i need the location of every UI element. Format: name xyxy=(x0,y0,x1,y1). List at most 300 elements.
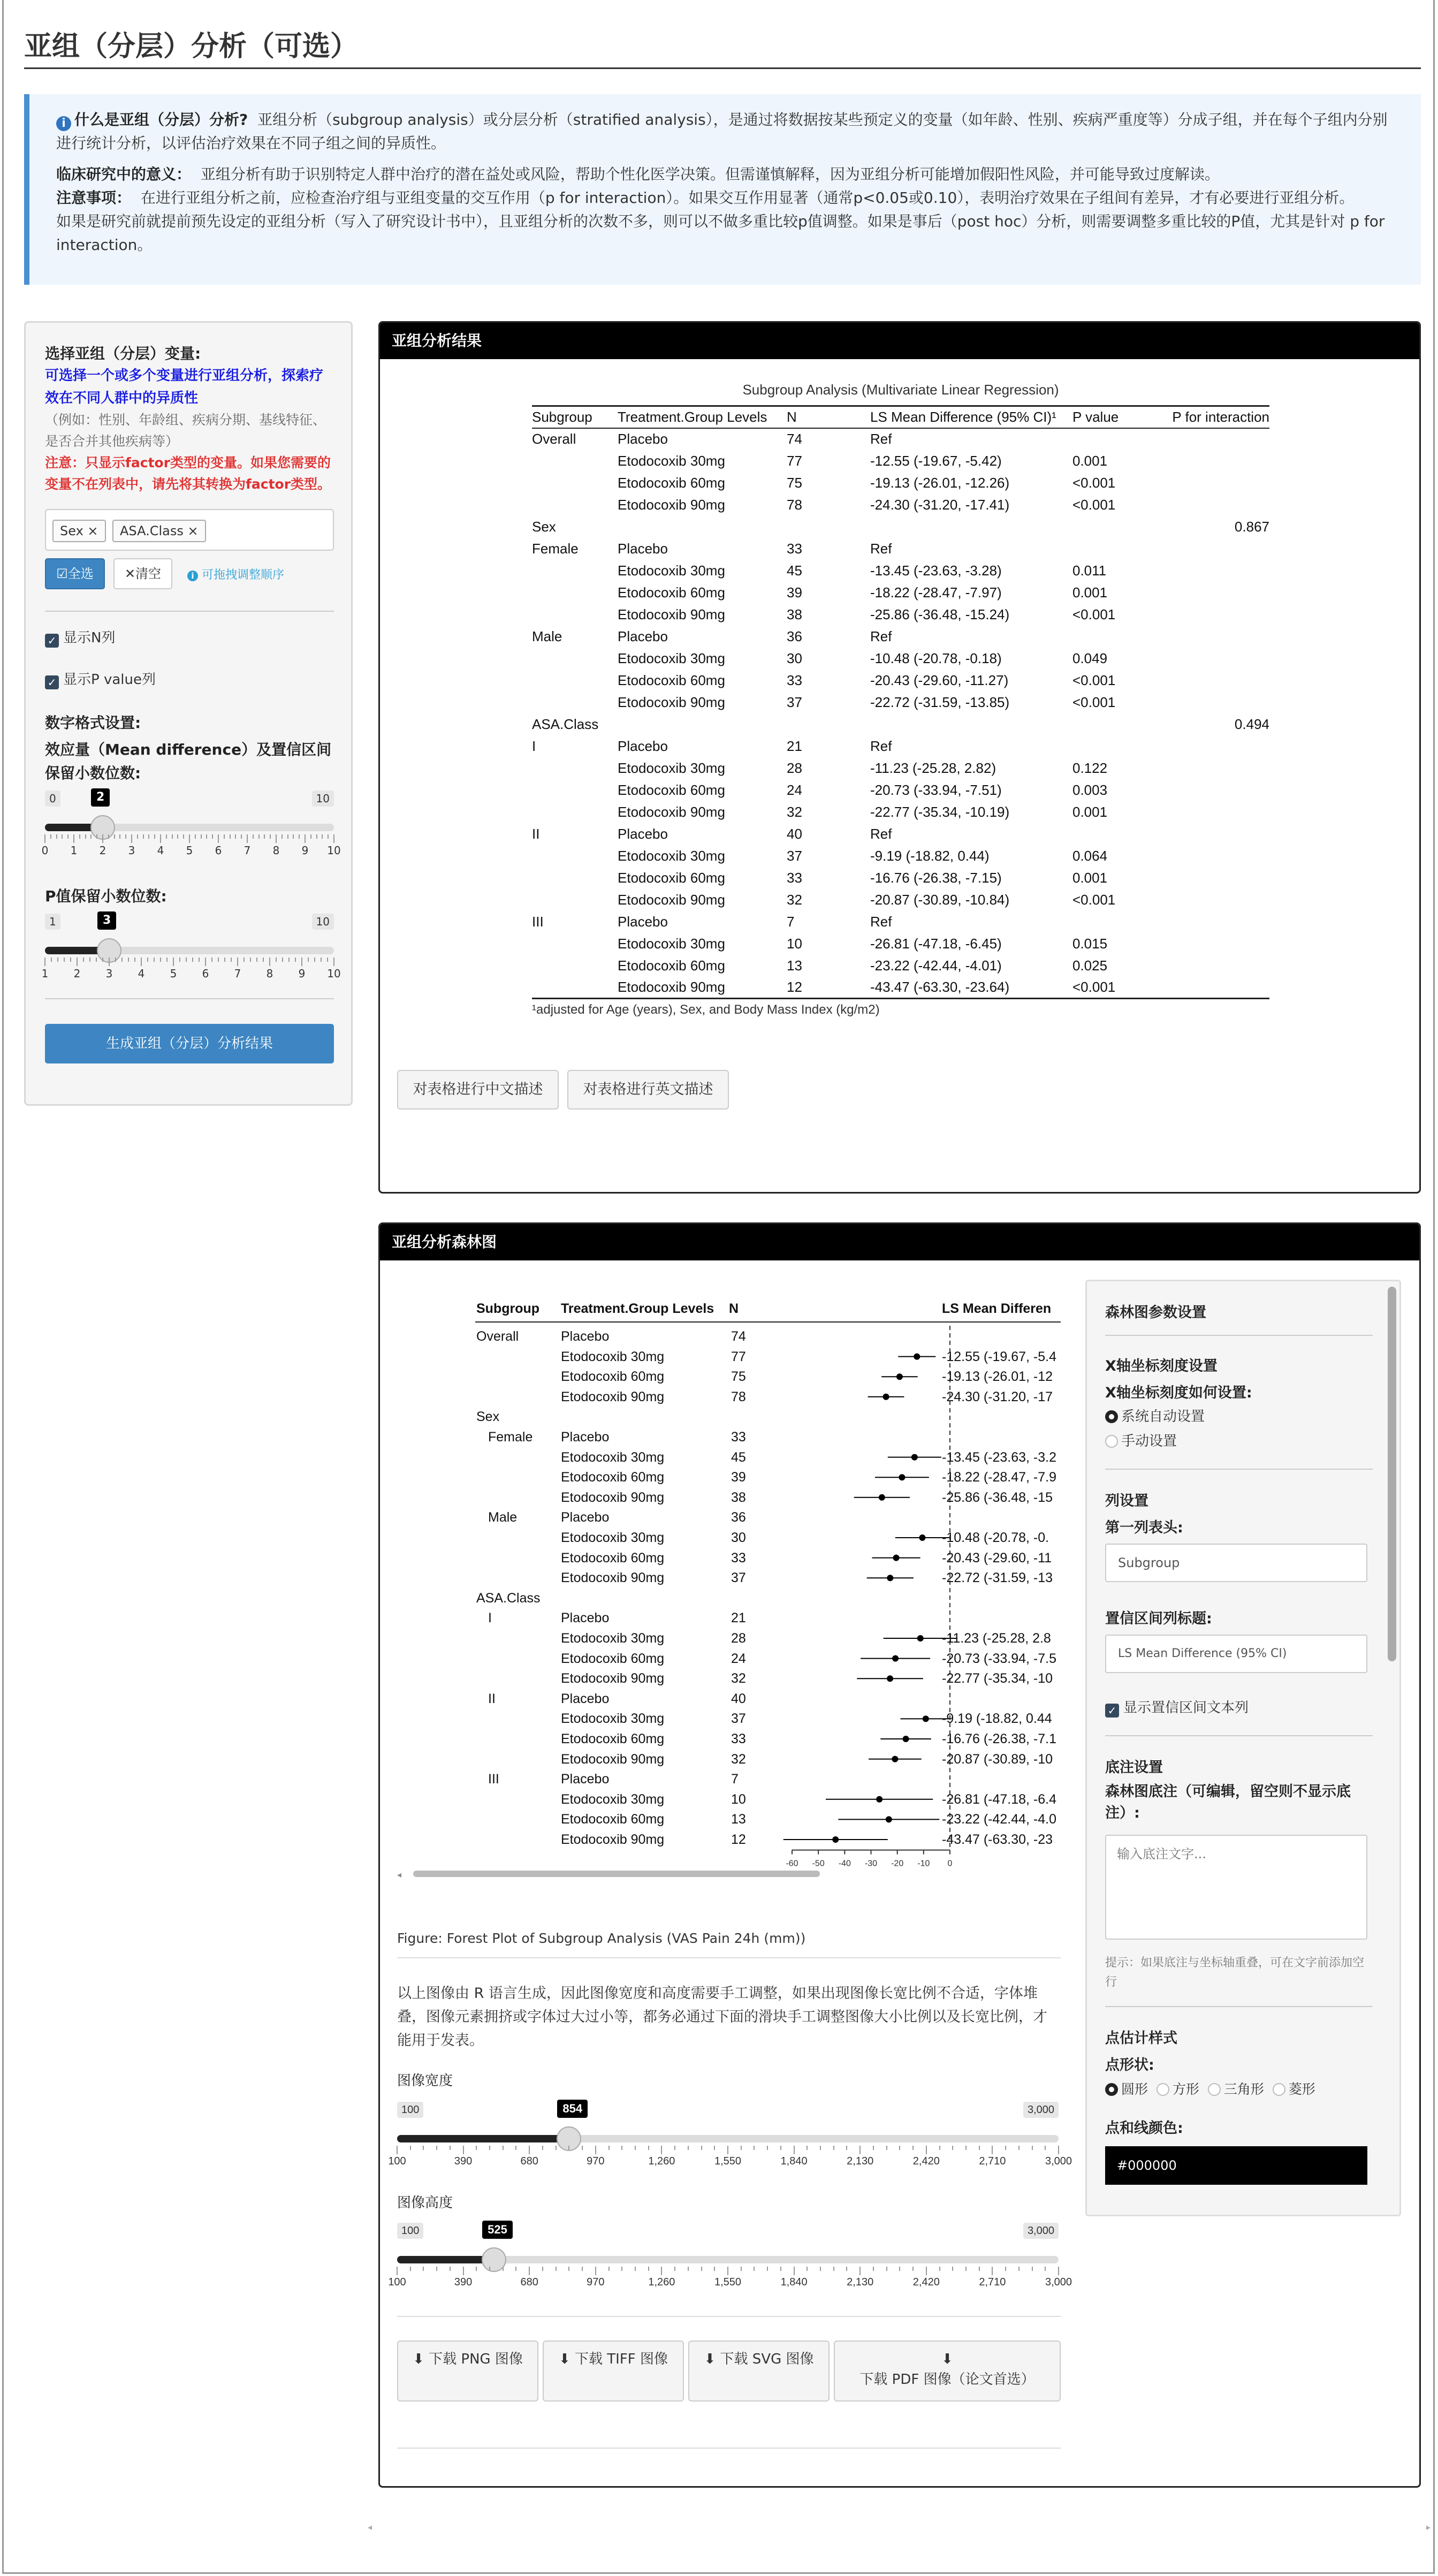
slider-ticks xyxy=(45,958,334,968)
fp-x-tick-label: -40 xyxy=(838,1859,851,1868)
tick-mark xyxy=(85,834,86,839)
tick-label: 0 xyxy=(41,844,49,857)
tick-mark xyxy=(83,958,84,962)
tick-mark xyxy=(269,958,270,966)
fp-n-label: 45 xyxy=(731,1449,746,1465)
tick-mark xyxy=(899,2267,900,2271)
table-cell: 0.494 xyxy=(1234,716,1269,732)
tick-mark xyxy=(77,958,78,966)
table-cell: 0.003 xyxy=(1072,781,1108,798)
fp-treatment-label: Etodocoxib 60mg xyxy=(561,1812,665,1827)
fp-point-estimate xyxy=(892,1756,898,1762)
table-cell xyxy=(532,670,618,692)
tick-label: 1,550 xyxy=(714,2155,742,2167)
radio-manual-label: 手动设置 xyxy=(1121,1433,1177,1449)
slider-fill xyxy=(397,2256,494,2263)
divider xyxy=(1105,1335,1373,1336)
point-style-section-title: 点估计样式 xyxy=(1105,2030,1177,2047)
table-cell: <0.001 xyxy=(1072,891,1116,908)
tick-label: 1,840 xyxy=(780,2155,808,2167)
table-cell: Etodocoxib 90mg xyxy=(618,496,725,513)
tick-mark xyxy=(873,2267,874,2271)
table-cell: 10 xyxy=(787,935,802,952)
fp-ci-label: -11.23 (-25.28, 2.8 xyxy=(942,1631,1051,1646)
fp-point-estimate xyxy=(832,1836,839,1843)
table-cell: 40 xyxy=(787,825,802,842)
generate-button[interactable]: 生成亚组（分层）分析结果 xyxy=(45,1024,334,1063)
tick-mark xyxy=(952,2267,953,2271)
table-cell: -22.77 (-35.34, -10.19) xyxy=(870,803,1010,820)
table-cell xyxy=(1072,735,1169,757)
tick-mark xyxy=(582,2267,583,2271)
tick-mark xyxy=(926,2267,927,2275)
fp-n-label: 39 xyxy=(731,1470,746,1485)
info-question-text: 亚组分析（subgroup analysis）或分层分析（stratified analysis），是通过将数据按某些预定义的变量（如年龄、性别、疾病严重度等）分成子组，并在每个子组内分别进行统计分析，以评估治疗效果在不同子组之间的异质性。 xyxy=(56,111,1388,152)
tick-mark xyxy=(201,834,202,839)
table-row xyxy=(532,933,1269,955)
tick-label: 970 xyxy=(587,2155,605,2167)
tick-mark xyxy=(899,2146,900,2150)
fp-n-label: 24 xyxy=(731,1651,746,1666)
slider-min: 100 xyxy=(397,2102,423,2118)
fp-n-label: 7 xyxy=(731,1772,739,1787)
table-cell: 0.001 xyxy=(1072,452,1108,469)
fp-ci-label: -24.30 (-31.20, -17 xyxy=(942,1389,1053,1404)
header-cell: Treatment.Group Levels xyxy=(618,406,787,428)
tick-mark xyxy=(256,958,257,962)
radio-unchecked-icon xyxy=(1273,2083,1285,2096)
tick-mark xyxy=(1032,2146,1033,2150)
tick-mark xyxy=(410,2146,411,2150)
tick-mark xyxy=(314,958,315,962)
select-all-button[interactable] xyxy=(45,558,105,589)
radio-triangle[interactable] xyxy=(1208,2081,1264,2097)
tick-mark xyxy=(287,834,288,839)
radio-square[interactable] xyxy=(1157,2081,1199,2097)
table-cell: 0.122 xyxy=(1072,759,1108,776)
tick-label: 970 xyxy=(587,2276,605,2288)
fp-x-tick-label: -10 xyxy=(917,1859,930,1868)
download-icon: ⬇ xyxy=(558,2351,570,2367)
table-cell xyxy=(532,494,618,516)
radio-circle[interactable] xyxy=(1105,2081,1148,2097)
slider-ticks xyxy=(397,2267,1059,2277)
tick-label: 7 xyxy=(244,844,251,857)
describe-chinese-button[interactable]: 对表格进行中文描述 xyxy=(397,1070,559,1110)
radio-auto[interactable] xyxy=(1105,1405,1205,1425)
table-cell: I xyxy=(532,738,536,754)
tick-label: 1,260 xyxy=(648,2276,675,2288)
tick-mark xyxy=(189,834,190,843)
table-row xyxy=(532,582,1269,604)
p-decimals-slider[interactable] xyxy=(41,914,341,983)
fp-x-tick-label: -20 xyxy=(891,1859,904,1868)
ci-column-input[interactable]: LS Mean Difference (95% CI) xyxy=(1105,1635,1367,1673)
divider xyxy=(397,1957,1061,1958)
info-note-label: 注意事项： xyxy=(56,189,132,207)
fp-x-tick-label: -60 xyxy=(786,1859,798,1868)
number-format-label: 数字格式设置: xyxy=(45,714,141,732)
tick-mark xyxy=(44,834,45,843)
table-cell: Placebo xyxy=(618,431,668,447)
table-cell xyxy=(532,582,618,604)
tick-label: 680 xyxy=(520,2155,538,2167)
results-panel-title: 亚组分析结果 xyxy=(380,323,1419,359)
tick-mark xyxy=(137,834,138,839)
table-cell: 30 xyxy=(787,650,802,666)
describe-english-button[interactable]: 对表格进行英文描述 xyxy=(567,1070,729,1110)
tick-mark xyxy=(767,2267,768,2271)
tick-mark xyxy=(688,2267,689,2271)
drag-hint xyxy=(187,566,284,582)
check-square-icon: ☑ xyxy=(56,566,68,581)
header-cell: N xyxy=(787,406,870,428)
tick-label: 5 xyxy=(170,967,177,980)
fp-n-label: 32 xyxy=(731,1751,746,1767)
tick-mark xyxy=(820,2267,821,2271)
tick-mark xyxy=(476,2146,477,2150)
tick-mark xyxy=(621,2146,622,2150)
tick-label: 3 xyxy=(105,967,113,980)
tick-mark xyxy=(44,958,45,966)
footnote-textarea[interactable] xyxy=(1105,1835,1367,1940)
table-cell xyxy=(1169,779,1269,801)
fp-point-estimate xyxy=(886,1816,892,1822)
table-cell xyxy=(1169,472,1269,494)
table-cell xyxy=(1169,582,1269,604)
table-cell: 0.001 xyxy=(1072,803,1108,820)
table-cell xyxy=(532,977,618,999)
table-row xyxy=(532,604,1269,626)
table-cell: 78 xyxy=(787,496,802,513)
tick-mark xyxy=(148,834,149,839)
scroll-left-icon[interactable]: ◂ xyxy=(368,2523,372,2532)
tick-mark xyxy=(134,958,135,962)
fp-n-label: 75 xyxy=(731,1369,746,1385)
divider xyxy=(397,2316,1061,2317)
tick-mark xyxy=(741,2267,742,2271)
tick-mark xyxy=(206,834,207,839)
table-cell: Etodocoxib 90mg xyxy=(618,606,725,622)
fp-ci-label: -20.73 (-33.94, -7.5 xyxy=(942,1651,1057,1666)
check-icon: ✓ xyxy=(1105,1704,1119,1718)
height-slider[interactable] xyxy=(388,2223,1072,2292)
tick-mark xyxy=(741,2146,742,2150)
clear-label: 清空 xyxy=(135,566,162,581)
table-cell: -20.43 (-29.60, -11.27) xyxy=(870,672,1009,688)
download-pdf-button[interactable] xyxy=(834,2341,1061,2402)
table-cell: 21 xyxy=(787,738,802,754)
table-row xyxy=(532,450,1269,472)
table-cell: Etodocoxib 60mg xyxy=(618,869,725,886)
tick-mark xyxy=(912,2146,914,2150)
table-cell: <0.001 xyxy=(1072,474,1116,491)
table-cell: 0.025 xyxy=(1072,957,1108,974)
tick-mark xyxy=(288,958,290,962)
table-cell xyxy=(1169,867,1269,889)
table-header xyxy=(532,406,1269,428)
clear-button[interactable] xyxy=(113,558,172,589)
tick-mark xyxy=(166,958,168,962)
table-cell xyxy=(532,757,618,779)
tick-mark xyxy=(327,958,328,962)
table-cell: 28 xyxy=(787,759,802,776)
fp-ci-label: -12.55 (-19.67, -5.4 xyxy=(942,1349,1057,1364)
tick-mark xyxy=(154,958,155,962)
fp-n-label: 13 xyxy=(731,1812,746,1827)
tick-mark xyxy=(701,2267,702,2271)
slider-min: 1 xyxy=(45,914,60,930)
tick-label: 9 xyxy=(298,967,306,980)
table-cell: Etodocoxib 90mg xyxy=(618,977,787,999)
table-row xyxy=(532,560,1269,582)
table-cell: Etodocoxib 30mg xyxy=(618,759,725,776)
table-cell: Etodocoxib 30mg xyxy=(618,650,725,666)
tick-mark xyxy=(463,2267,464,2275)
table-cell: 33 xyxy=(787,540,802,557)
table-cell xyxy=(1169,845,1269,867)
table-cell: 75 xyxy=(787,474,802,491)
fp-treatment-label: Etodocoxib 90mg xyxy=(561,1389,665,1404)
table-cell: ASA.Class xyxy=(532,716,599,732)
fp-treatment-label: Etodocoxib 90mg xyxy=(561,1832,665,1847)
download-tiff-button[interactable] xyxy=(543,2341,684,2402)
table-cell: Etodocoxib 60mg xyxy=(618,474,725,491)
table-cell: 32 xyxy=(787,891,802,908)
tick-mark xyxy=(661,2267,662,2275)
tick-mark xyxy=(276,958,277,962)
slider-value: 3 xyxy=(97,911,116,930)
table-cell xyxy=(532,604,618,626)
table-cell: Etodocoxib 30mg xyxy=(618,935,725,952)
forest-plot xyxy=(397,1280,1061,1879)
tick-mark xyxy=(1018,2146,1019,2150)
table-cell: -24.30 (-31.20, -17.41) xyxy=(870,496,1010,513)
figure-caption: Figure: Forest Plot of Subgroup Analysis (VAS Pain 24h (mm)) xyxy=(397,1931,806,1946)
table-cell xyxy=(618,516,787,538)
hint-blue: 可选择一个或多个变量进行亚组分析，探索疗效在不同人群中的异质性 xyxy=(45,368,324,406)
header-cell: LS Mean Difference (95% CI)¹ xyxy=(870,406,1072,428)
show-ci-text-checkbox[interactable] xyxy=(1105,1697,1249,1718)
table-cell: 37 xyxy=(787,847,802,864)
tick-label: 1,260 xyxy=(648,2155,675,2167)
horizontal-scrollbar[interactable] xyxy=(397,1866,1061,1882)
remove-icon[interactable]: × xyxy=(187,523,199,538)
width-slider[interactable] xyxy=(388,2102,1072,2171)
show-n-checkbox[interactable] xyxy=(45,629,115,648)
table-cell xyxy=(1169,889,1269,911)
tick-mark xyxy=(231,958,232,962)
divider xyxy=(1105,1735,1373,1736)
tick-mark xyxy=(73,834,74,843)
page-horizontal-scrollbar[interactable] xyxy=(368,2521,1433,2534)
radio-unchecked-icon xyxy=(1208,2083,1221,2096)
table-cell xyxy=(1169,626,1269,648)
table-cell: 0.011 xyxy=(1072,562,1107,579)
point-color-input[interactable]: #000000 xyxy=(1105,2146,1367,2185)
table-cell: Overall xyxy=(532,431,576,447)
tick-mark xyxy=(833,2267,834,2271)
slider-ticks xyxy=(45,834,334,845)
table-cell: -22.72 (-31.59, -13.85) xyxy=(870,694,1010,710)
fp-ci-label: -18.22 (-28.47, -7.9 xyxy=(942,1470,1057,1485)
tick-mark xyxy=(688,2146,689,2150)
tick-mark xyxy=(195,834,196,839)
fp-point-estimate xyxy=(923,1715,929,1722)
check-icon: ✓ xyxy=(45,634,59,648)
remove-icon[interactable]: × xyxy=(87,523,98,538)
fp-header-treatment: Treatment.Group Levels xyxy=(561,1301,714,1316)
slider-max: 3,000 xyxy=(1023,2223,1059,2239)
info-icon: i xyxy=(56,116,71,131)
table-cell xyxy=(1072,538,1169,560)
fp-header-n: N xyxy=(729,1301,739,1316)
table-cell: Etodocoxib 90mg xyxy=(618,694,725,710)
chip-sex[interactable] xyxy=(52,520,106,542)
tick-mark xyxy=(820,2146,821,2150)
fp-n-label: 28 xyxy=(731,1631,746,1646)
fp-header-ci: LS Mean Differen xyxy=(942,1301,1052,1316)
tick-label: 680 xyxy=(520,2276,538,2288)
fp-point-estimate xyxy=(914,1354,920,1360)
download-icon: ⬇ xyxy=(413,2351,424,2367)
table-cell: Placebo xyxy=(618,913,668,930)
tick-mark xyxy=(859,2267,861,2275)
tick-mark xyxy=(635,2267,636,2271)
fp-treatment-label: Etodocoxib 30mg xyxy=(561,1711,665,1727)
hint-red: 注意：只显示factor类型的变量。如果您需要的变量不在列表中，请先将其转换为factor类型。 xyxy=(45,455,331,492)
tick-mark xyxy=(218,958,219,962)
header-cell: P value xyxy=(1072,406,1169,428)
scroll-right-icon[interactable]: ▸ xyxy=(1426,2523,1431,2532)
effect-decimals-slider[interactable] xyxy=(41,791,341,860)
variable-select-input[interactable] xyxy=(45,509,334,551)
table-row xyxy=(532,801,1269,823)
table-cell: Etodocoxib 60mg xyxy=(618,584,725,601)
shape-label: 三角形 xyxy=(1223,2081,1264,2097)
table-cell xyxy=(532,450,618,472)
table-row xyxy=(532,867,1269,889)
footnote-section-title: 底注设置 xyxy=(1105,1759,1163,1776)
fp-n-label: 32 xyxy=(731,1671,746,1686)
table-cell: Etodocoxib 90mg xyxy=(618,891,725,908)
width-label: 图像宽度 xyxy=(397,2073,453,2089)
tick-label: 2 xyxy=(99,844,106,857)
hint-gray: （例如：性别、年龄组、疾病分期、基线特征、是否合并其他疾病等） xyxy=(45,412,326,449)
tick-mark xyxy=(410,2267,411,2271)
tick-mark xyxy=(436,2267,437,2271)
table-cell xyxy=(787,516,870,538)
table-cell: -16.76 (-26.38, -7.15) xyxy=(870,869,1002,886)
table-cell xyxy=(1169,735,1269,757)
tick-mark xyxy=(322,834,323,839)
show-n-label: 显示N列 xyxy=(63,630,116,646)
table-row xyxy=(532,757,1269,779)
tick-label: 2,420 xyxy=(912,2155,940,2167)
table-row xyxy=(532,977,1269,999)
tick-mark xyxy=(423,2146,424,2150)
table-cell: <0.001 xyxy=(1072,496,1116,513)
tick-label: 6 xyxy=(202,967,209,980)
table-cell xyxy=(1169,911,1269,933)
tick-mark xyxy=(301,958,302,966)
table-cell: 12 xyxy=(787,977,870,999)
tick-mark xyxy=(62,834,63,839)
params-scrollbar[interactable] xyxy=(1388,1287,1396,1661)
divider xyxy=(45,998,334,999)
header-cell: Subgroup xyxy=(532,406,618,428)
table-cell: -9.19 (-18.82, 0.44) xyxy=(870,847,990,864)
tick-mark xyxy=(230,834,231,839)
tick-label: 390 xyxy=(454,2155,473,2167)
radio-manual[interactable] xyxy=(1105,1430,1177,1450)
table-cell xyxy=(532,560,618,582)
table-cell: Placebo xyxy=(618,738,668,754)
tick-mark xyxy=(754,2267,755,2271)
scroll-left-icon[interactable]: ◂ xyxy=(397,1871,402,1880)
radio-diamond[interactable] xyxy=(1273,2081,1315,2097)
tick-mark xyxy=(859,2146,861,2154)
tick-mark xyxy=(674,2267,675,2271)
slider-max: 10 xyxy=(312,791,334,807)
slider-min: 100 xyxy=(397,2223,423,2239)
tick-mark xyxy=(727,2146,728,2154)
table-cell: Ref xyxy=(870,431,892,447)
download-png-button[interactable] xyxy=(397,2341,538,2402)
scrollbar-thumb[interactable] xyxy=(413,1871,820,1877)
forest-plot-viewport xyxy=(397,1280,1061,1922)
tick-mark xyxy=(939,2267,940,2271)
tick-mark xyxy=(244,958,245,962)
tick-mark xyxy=(253,834,254,839)
download-svg-button[interactable] xyxy=(688,2341,830,2402)
table-cell: 0.015 xyxy=(1072,935,1108,952)
table-cell xyxy=(870,516,1072,538)
chip-asa-class[interactable] xyxy=(112,520,206,542)
tick-label: 100 xyxy=(388,2155,406,2167)
fp-point-estimate xyxy=(899,1474,905,1480)
fp-ci-label: -26.81 (-47.18, -6.4 xyxy=(942,1791,1057,1807)
show-p-checkbox[interactable] xyxy=(45,671,156,689)
tick-mark xyxy=(515,2146,516,2150)
tick-mark xyxy=(648,2267,649,2271)
tick-mark xyxy=(224,834,225,839)
tick-mark xyxy=(979,2267,980,2271)
fp-point-estimate xyxy=(887,1675,893,1682)
fp-ci-label: -10.48 (-20.78, -0. xyxy=(942,1530,1049,1545)
table-cell: Placebo xyxy=(618,825,668,842)
fp-treatment-label: Placebo xyxy=(561,1610,610,1626)
table-cell xyxy=(532,867,618,889)
point-shape-radios xyxy=(1105,2079,1315,2098)
first-column-input[interactable]: Subgroup xyxy=(1105,1544,1367,1582)
tick-mark xyxy=(218,834,219,843)
fp-n-label: 33 xyxy=(731,1430,746,1445)
tick-mark xyxy=(754,2146,755,2150)
fp-ci-label: -13.45 (-23.63, -3.2 xyxy=(942,1449,1057,1465)
tick-mark xyxy=(147,958,148,962)
forest-panel xyxy=(378,1222,1421,2488)
tick-mark xyxy=(177,834,178,839)
fp-point-estimate xyxy=(876,1796,882,1803)
tick-mark xyxy=(489,2146,490,2150)
forest-panel-title: 亚组分析森林图 xyxy=(380,1224,1419,1260)
tick-mark xyxy=(965,2267,967,2271)
tick-mark xyxy=(108,834,109,839)
fp-treatment-label: Etodocoxib 90mg xyxy=(561,1490,665,1505)
shape-label: 菱形 xyxy=(1288,2081,1315,2097)
table-title: Subgroup Analysis (Multivariate Linear Regression) xyxy=(742,382,1059,398)
